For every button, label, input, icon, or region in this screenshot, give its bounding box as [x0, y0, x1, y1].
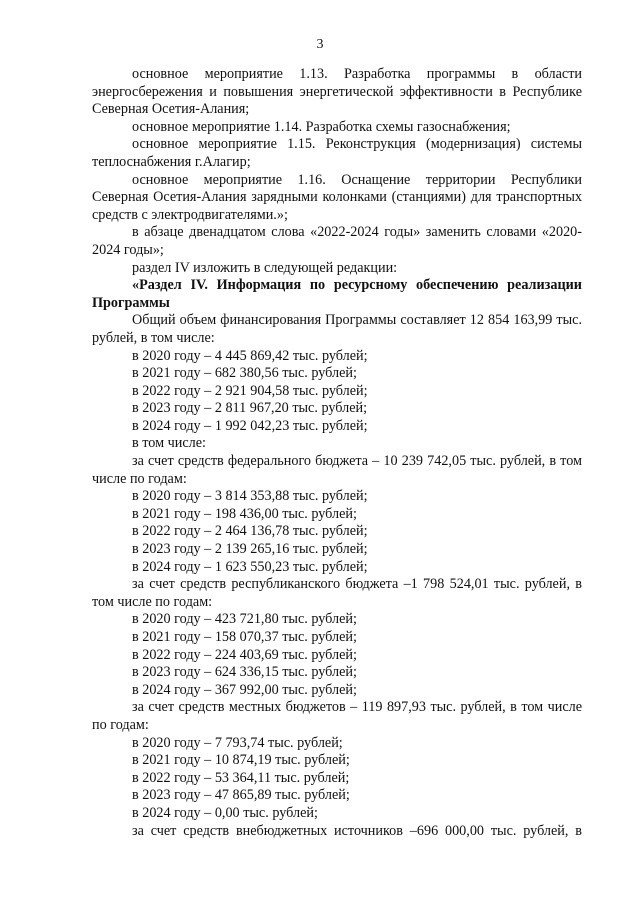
paragraph-measure-1-15: основное мероприятие 1.15. Реконструкция (модернизация) системы теплоснабжения г.Алагир; — [92, 136, 582, 170]
total-year-2024: в 2024 году – 1 992 042,23 тыс. рублей; — [132, 417, 368, 434]
total-year-2021: в 2021 году – 682 380,56 тыс. рублей; — [132, 365, 357, 382]
republic-year-2020: в 2020 году – 423 721,80 тыс. рублей; — [132, 611, 357, 628]
paragraph-section-iv-intro: раздел IV изложить в следующей редакции: — [132, 259, 398, 276]
local-year-2024: в 2024 году – 0,00 тыс. рублей; — [132, 804, 318, 821]
section-iv-heading: «Раздел IV. Информация по ресурсному обеспечению реализации Программы — [92, 277, 582, 311]
paragraph-republic-budget: за счет средств республиканского бюджета –1 798 524,01 тыс. рублей, в том числе по годам: — [92, 576, 582, 610]
local-year-2023: в 2023 году – 47 865,89 тыс. рублей; — [132, 787, 350, 804]
paragraph-total-financing: Общий объем финансирования Программы составляет 12 854 163,99 тыс. рублей, в том числе: — [92, 312, 582, 346]
paragraph-extrabudgetary: за счет средств внебюджетных источников –696 000,00 тыс. рублей, в — [132, 822, 582, 839]
republic-year-2024: в 2024 году – 367 992,00 тыс. рублей; — [132, 681, 357, 698]
republic-year-2023: в 2023 году – 624 336,15 тыс. рублей; — [132, 664, 357, 681]
paragraph-local-budgets: за счет средств местных бюджетов – 119 897,93 тыс. рублей, в том числе по годам: — [92, 699, 582, 733]
federal-year-2023: в 2023 году – 2 139 265,16 тыс. рублей; — [132, 541, 368, 558]
federal-year-2022: в 2022 году – 2 464 136,78 тыс. рублей; — [132, 523, 368, 540]
republic-year-2021: в 2021 году – 158 070,37 тыс. рублей; — [132, 629, 357, 645]
document-body — [92, 66, 582, 840]
republic-year-2022: в 2022 году – 224 403,69 тыс. рублей; — [132, 646, 357, 663]
local-year-2020: в 2020 году – 7 793,74 тыс. рублей; — [132, 734, 343, 751]
paragraph-federal-budget: за счет средств федерального бюджета – 10 239 742,05 тыс. рублей, в том числе по годам: — [92, 453, 582, 487]
paragraph-measure-1-14: основное мероприятие 1.14. Разработка схемы газоснабжения; — [132, 118, 511, 135]
total-year-2023: в 2023 году – 2 811 967,20 тыс. рублей; — [132, 400, 368, 417]
total-year-2022: в 2022 году – 2 921 904,58 тыс. рублей; — [132, 382, 368, 399]
paragraph-including: в том числе: — [132, 435, 206, 452]
federal-year-2024: в 2024 году – 1 623 550,23 тыс. рублей; — [132, 558, 368, 575]
paragraph-amendment-years: в абзаце двенадцатом слова «2022-2024 годы» заменить словами «2020-2024 годы»; — [92, 224, 582, 258]
local-year-2022: в 2022 году – 53 364,11 тыс. рублей; — [132, 769, 350, 786]
local-year-2021: в 2021 году – 10 874,19 тыс. рублей; — [132, 752, 350, 769]
page-number: 3 — [316, 37, 324, 52]
federal-year-2020: в 2020 году – 3 814 353,88 тыс. рублей; — [132, 488, 368, 505]
total-year-2020: в 2020 году – 4 445 869,42 тыс. рублей; — [132, 347, 368, 364]
paragraph-measure-1-13: основное мероприятие 1.13. Разработка программы в области энергосбережения и повышения энергетической эффективности в Республике Северная Осетия-Алания; — [92, 66, 582, 118]
paragraph-measure-1-16: основное мероприятие 1.16. Оснащение территории Республики Северная Осетия-Алания зарядными колонками (станциями) для транспортных средств с электродвигателями.»; — [92, 171, 582, 223]
federal-year-2021: в 2021 году – 198 436,00 тыс. рублей; — [132, 505, 357, 522]
